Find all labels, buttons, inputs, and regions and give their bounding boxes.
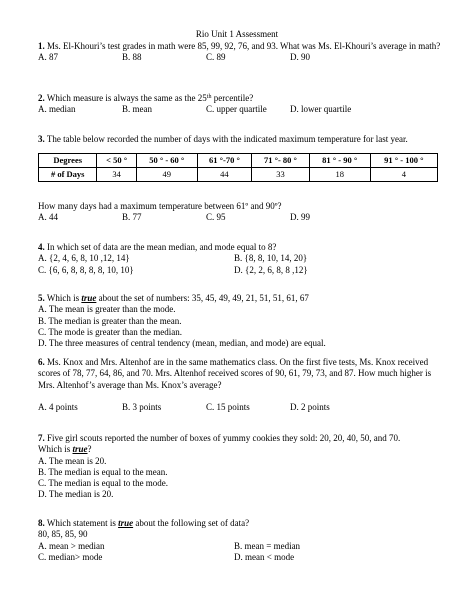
option-c: C. 95 <box>206 212 226 223</box>
question-number: 1. <box>38 41 45 51</box>
question-text: Which statement is <box>46 518 119 528</box>
option-b: B. The median is greater than the mean. <box>38 315 182 326</box>
question-7 <box>38 433 448 501</box>
data-set: 80, 85, 85, 90 <box>38 529 88 540</box>
question-number: 6. <box>38 357 45 367</box>
option-b: B. 3 points <box>122 401 162 412</box>
table-header-cell: 71 °- 80 ° <box>252 154 310 168</box>
question-number: 7. <box>38 433 45 443</box>
option-b: B. 88 <box>122 52 142 63</box>
question-text: The table below recorded the number of days with the indicated maximum temperature for last year. <box>46 134 408 144</box>
table-cell: 49 <box>136 168 197 182</box>
option-a: A. {2, 4, 6, 8, 10 ,12, 14} <box>38 253 130 264</box>
option-c: C. 15 points <box>206 401 250 412</box>
question-5 <box>38 293 448 349</box>
question-3-followup <box>38 201 448 224</box>
table-header-cell: < 50 ° <box>97 154 136 168</box>
option-b: B. mean = median <box>234 540 301 551</box>
option-d: D. mean < mode <box>234 551 295 562</box>
table-cell: 18 <box>309 168 370 182</box>
question-text: In which set of data are the mean median, and mode equal to 8? <box>47 242 277 252</box>
table-cell: 44 <box>197 168 251 182</box>
option-d: D. The three measures of central tendency (mean, median, and mode) are equal. <box>38 338 326 348</box>
temperature-table <box>38 153 438 182</box>
table-row-label: # of Days <box>39 168 97 182</box>
option-d: D. The median is 20. <box>38 489 114 500</box>
question-text-end: ? <box>87 444 92 455</box>
table-header-cell: 91 ° - 100 ° <box>370 154 437 168</box>
option-a: A. The mean is 20. <box>38 455 107 466</box>
question-number: 5. <box>38 293 45 303</box>
question-text-end: percentile? <box>211 93 254 103</box>
question-text-end: about the set of numbers: 35, 45, 49, 49, 21, 51, 51, 61, 67 <box>96 293 309 303</box>
option-a: A. 44 <box>38 212 58 223</box>
option-b: B. mean <box>122 104 152 115</box>
question-text: Five girl scouts reported the number of boxes of yummy cookies they sold: 20, 20, 40, 50, and 70. <box>47 433 401 443</box>
table-row <box>39 168 438 182</box>
table-header-cell: 81 ° - 90 ° <box>309 154 370 168</box>
question-text-2: Which is <box>38 444 73 455</box>
option-c: C. {6, 6, 8, 8, 8, 8, 10, 10} <box>38 264 134 275</box>
question-text: Which is <box>46 293 82 303</box>
question-3 <box>38 134 448 145</box>
option-c: C. upper quartile <box>206 104 267 115</box>
option-d: D. {2, 2, 6, 8, 8 ,12} <box>234 264 308 275</box>
option-d: D. 90 <box>290 52 310 63</box>
option-d: D. lower quartile <box>290 104 352 115</box>
question-4 <box>38 242 448 276</box>
superscript: th <box>206 94 212 100</box>
option-d: D. 2 points <box>290 401 330 412</box>
question-number: 2. <box>38 93 45 103</box>
question-text: How many days had a maximum temperature between 61º and 90º? <box>38 201 282 211</box>
option-a: A. 87 <box>38 52 58 63</box>
page-title: Rio Unit 1 Assessment <box>195 29 279 39</box>
emphasis-true: true <box>72 444 88 455</box>
option-a: A. mean > median <box>38 540 105 551</box>
table-cell: 34 <box>97 168 136 182</box>
question-number: 4. <box>38 242 45 252</box>
table-header-cell: 50 ° - 60 ° <box>136 154 197 168</box>
table-cell: 33 <box>252 168 310 182</box>
question-text: Which measure is always the same as the 25 <box>46 93 207 103</box>
question-number: 8. <box>38 518 45 528</box>
option-c: C. The median is equal to the mode. <box>38 478 169 488</box>
table-cell: 4 <box>370 168 437 182</box>
emphasis-true: true <box>118 518 134 528</box>
option-b: B. {8, 8, 10, 14, 20} <box>234 253 308 264</box>
option-c: C. 89 <box>206 52 226 63</box>
question-8 <box>38 518 448 563</box>
question-number: 3. <box>38 134 45 144</box>
option-d: D. 99 <box>290 212 310 223</box>
option-b: B. The median is equal to the mean. <box>38 466 168 477</box>
question-text: Ms. El-Khouri’s test grades in math were 85, 99, 92, 76, and 93. What was Ms. El-Khouri’s average in math? <box>47 41 441 51</box>
question-1 <box>38 41 448 64</box>
question-2 <box>38 93 448 116</box>
option-a: A. The mean is greater than the mode. <box>38 304 176 315</box>
option-c: C. median> mode <box>38 551 103 562</box>
table-row <box>39 154 438 168</box>
option-a: A. 4 points <box>38 401 78 412</box>
table-header-cell: 61 °-70 ° <box>197 154 251 168</box>
table-row-label: Degrees <box>39 154 97 168</box>
question-6 <box>38 357 448 413</box>
emphasis-true: true <box>81 293 97 303</box>
option-c: C. The mode is greater than the median. <box>38 326 183 337</box>
question-text: Ms. Knox and Mrs. Altenhof are in the same mathematics class. On the first five tests, Ms. Knox received scores of 78, 77, 64, 86, and 70. Mrs. Altenhof received scores of 90, 61, 79, 73, and 87. How much higher is Mrs. Altenhof’s average than Ms. Knox’s average? <box>38 357 432 390</box>
option-a: A. median <box>38 104 76 115</box>
option-b: B. 77 <box>122 212 142 223</box>
question-text-end: about the following set of data? <box>133 518 250 528</box>
